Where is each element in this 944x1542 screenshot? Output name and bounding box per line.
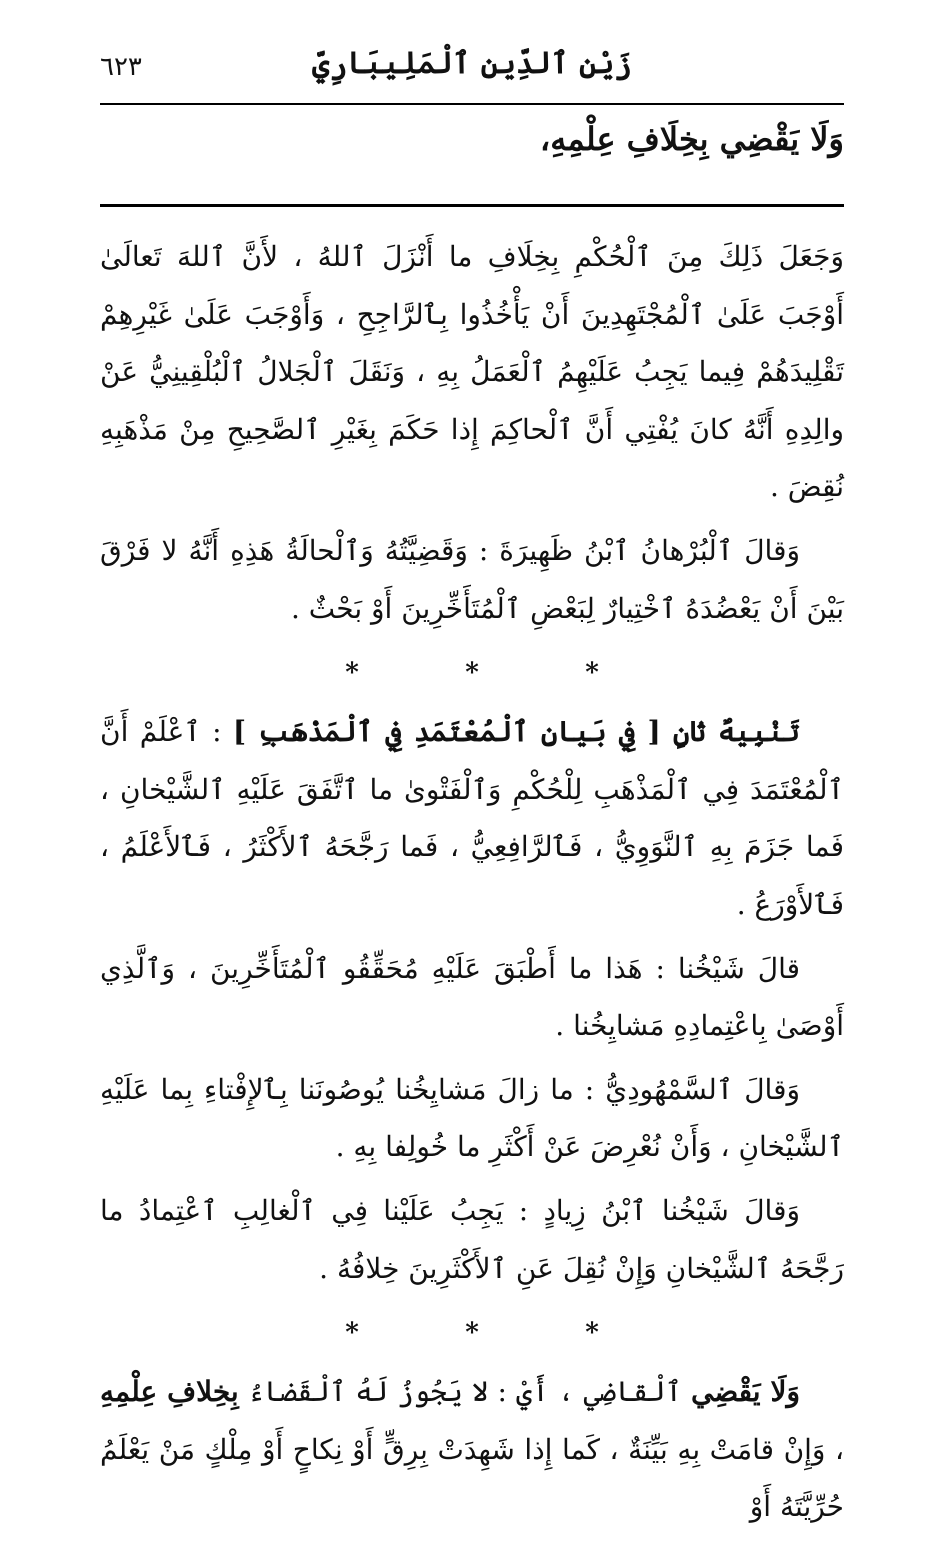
final-bold-1: وَلَا يَقْضِي xyxy=(690,1375,800,1409)
paragraph-4: وَقالَ ٱلسَّمْهُودِيُّ : ما زالَ مَشايِخُنا يُوصُونَنا بِٱلإِفْتاءِ بِما عَلَيْهِ ٱلشَّيْخانِ ، وَأَنْ نُعْرِضَ عَنْ أَكْثَرِ ما خُولِفا بِهِ . xyxy=(100,1072,844,1164)
final-paragraph xyxy=(100,1363,844,1536)
section-separator xyxy=(100,1303,844,1363)
final-text-2: ، وَإِنْ قامَتْ بِهِ بَيِّنَةٌ ، كَما إِذا شَهِدَتْ بِرِقٍّ أَوْ نِكاحٍ أَوْ مِلْكٍ مَنْ يَعْلَمُ حُرِّيَّتَهُ أَوْ xyxy=(100,1432,845,1524)
asterisk: * xyxy=(585,658,599,689)
page-number: ٦٢٣ xyxy=(100,52,142,82)
page-header xyxy=(100,40,844,100)
tanbih-paragraph xyxy=(100,703,844,933)
tanbih-heading: تَنْبِيهٌ ثانٍ [ فِي بَيانِ ٱلْمُعْتَمَدِ فِي ٱلْمَذْهَبِ ] xyxy=(232,715,800,749)
paragraph-3: قالَ شَيْخُنا : هَذا ما أَطْبَقَ عَلَيْهِ مُحَقِّقُو ٱلْمُتَأَخِّرِينَ ، وَٱلَّذِي أَوْصَىٰ بِاعْتِمادِهِ مَشايِخُنا . xyxy=(100,951,844,1043)
final-bold-2: بِخِلافِ عِلْمِهِ xyxy=(100,1375,239,1409)
asterisk: * xyxy=(465,1318,479,1349)
commentary-body xyxy=(100,228,844,1542)
header-rule xyxy=(100,103,844,105)
paragraph-1: وَجَعَلَ ذَلِكَ مِنَ ٱلْحُكْمِ بِخِلَافِ ما أَنْزَلَ ٱللهُ ، لأَنَّ ٱللهَ تَعالَىٰ أَوْجَبَ عَلَىٰ ٱلْمُجْتَهِدِينَ أَنْ يَأْخُذُوا بِٱلرَّاجِحِ ، وَأَوْجَبَ عَلَىٰ غَيْرِهِمْ تَقْلِيدَهُمْ فِيما يَجِبُ عَلَيْهِمُ ٱلْعَمَلُ بِهِ ، وَنَقَلَ ٱلْجَلالُ ٱلْبُلْقِينِيُّ عَنْ والِدِهِ أَنَّهُ كانَ يُفْتِي أَنَّ ٱلْحاكِمَ إِذا حَكَمَ بِغَيْرِ ٱلصَّحِيحِ مِنْ مَذْهَبِهِ نُقِضَ . xyxy=(100,240,844,504)
tanbih-text: : ٱعْلَمْ أَنَّ ٱلْمُعْتَمَدَ فِي ٱلْمَذْهَبِ لِلْحُكْمِ وَٱلْفَتْوىٰ ما ٱتَّفَقَ عَلَيْهِ ٱلشَّيْخانِ ، فَما جَزَمَ بِهِ ٱلنَّوَوِيُّ ، فَٱلرَّافِعِيُّ ، فَما رَجَّحَهُ ٱلأَكْثَرُ ، فَٱلأَعْلَمُ ، فَٱلأَوْرَعُ . xyxy=(100,715,844,921)
asterisk: * xyxy=(345,658,359,689)
section-separator xyxy=(100,643,844,703)
running-title: زَيْن ٱلدِّين ٱلْمَلِيبَارِيّ xyxy=(312,46,632,81)
paragraph-5: وَقالَ شَيْخُنا ٱبْنُ زِيادٍ : يَجِبُ عَلَيْنا فِي ٱلْغالِبِ ٱعْتِمادُ ما رَجَّحَهُ ٱلشَّيْخانِ وَإِنْ نُقِلَ عَنِ ٱلأَكْثَرِينَ خِلافُهُ . xyxy=(100,1193,844,1285)
paragraph-2: وَقالَ ٱلْبُرْهانُ ٱبْنُ ظَهِيرَةَ : وَقَضِيَّتُهُ وَٱلْحالَةُ هَذِهِ أَنَّهُ لا فَرْقَ بَيْنَ أَنْ يَعْضُدَهُ ٱخْتِيارٌ لِبَعْضِ ٱلْمُتَأَخِّرِينَ أَوْ بَحْثٌ . xyxy=(100,533,844,625)
matn-rule xyxy=(100,204,844,207)
matn-text: وَلَا يَقْضِي بِخِلَافِ عِلْمِهِ، xyxy=(539,120,844,158)
asterisk: * xyxy=(465,658,479,689)
asterisk: * xyxy=(585,1318,599,1349)
asterisk: * xyxy=(345,1318,359,1349)
final-text-1: ٱلْقاضِي ، أَيْ : لا يَجُوزُ لَهُ ٱلْقَضاءُ xyxy=(238,1375,691,1409)
